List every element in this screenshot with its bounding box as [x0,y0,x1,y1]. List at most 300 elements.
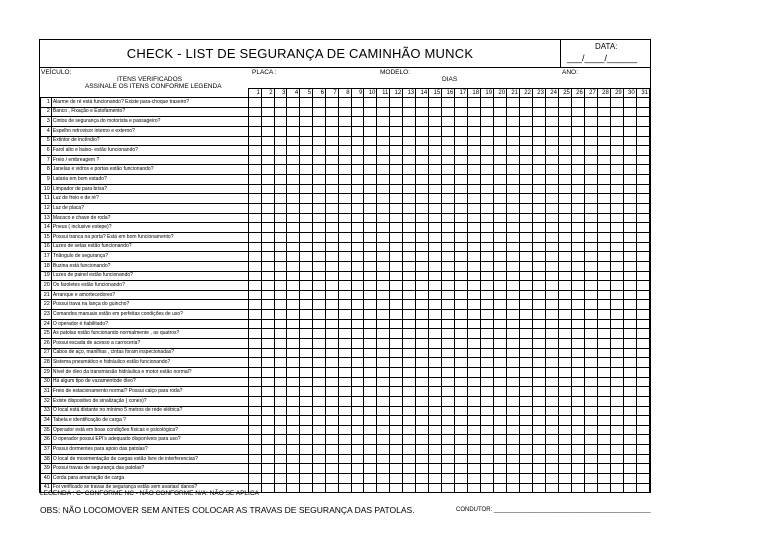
check-cell[interactable] [442,271,455,281]
check-cell[interactable] [532,175,545,185]
check-cell[interactable] [455,155,468,165]
check-cell[interactable] [636,464,649,474]
check-cell[interactable] [558,107,571,117]
check-cell[interactable] [325,348,338,358]
check-cell[interactable] [481,117,494,127]
check-cell[interactable] [248,367,261,377]
check-cell[interactable] [248,445,261,455]
check-cell[interactable] [351,310,364,320]
check-cell[interactable] [390,300,403,310]
check-cell[interactable] [571,435,584,445]
check-cell[interactable] [494,213,507,223]
check-cell[interactable] [468,252,481,262]
check-cell[interactable] [597,464,610,474]
check-cell[interactable] [261,483,274,493]
check-cell[interactable] [364,483,377,493]
check-cell[interactable] [403,310,416,320]
check-cell[interactable] [532,454,545,464]
check-cell[interactable] [313,396,326,406]
check-cell[interactable] [558,213,571,223]
check-cell[interactable] [274,445,287,455]
check-cell[interactable] [403,377,416,387]
check-cell[interactable] [532,377,545,387]
check-cell[interactable] [520,117,533,127]
check-cell[interactable] [442,165,455,175]
check-cell[interactable] [571,406,584,416]
check-cell[interactable] [636,223,649,233]
check-cell[interactable] [300,435,313,445]
check-cell[interactable] [377,387,390,397]
check-cell[interactable] [520,146,533,156]
check-cell[interactable] [287,445,300,455]
check-cell[interactable] [468,416,481,426]
check-cell[interactable] [313,117,326,127]
check-cell[interactable] [261,348,274,358]
check-cell[interactable] [571,377,584,387]
check-cell[interactable] [325,377,338,387]
check-cell[interactable] [416,339,429,349]
check-cell[interactable] [248,261,261,271]
check-cell[interactable] [558,416,571,426]
check-cell[interactable] [610,252,623,262]
check-cell[interactable] [313,435,326,445]
check-cell[interactable] [455,310,468,320]
check-cell[interactable] [610,367,623,377]
check-cell[interactable] [494,194,507,204]
check-cell[interactable] [248,213,261,223]
check-cell[interactable] [481,464,494,474]
check-cell[interactable] [390,232,403,242]
check-cell[interactable] [261,425,274,435]
check-cell[interactable] [481,175,494,185]
check-cell[interactable] [351,290,364,300]
check-cell[interactable] [468,98,481,108]
check-cell[interactable] [558,473,571,483]
check-cell[interactable] [351,319,364,329]
check-cell[interactable] [520,319,533,329]
check-cell[interactable] [507,223,520,233]
check-cell[interactable] [584,387,597,397]
check-cell[interactable] [313,425,326,435]
check-cell[interactable] [442,117,455,127]
check-cell[interactable] [520,223,533,233]
check-cell[interactable] [623,406,636,416]
check-cell[interactable] [442,464,455,474]
check-cell[interactable] [558,387,571,397]
check-cell[interactable] [416,126,429,136]
check-cell[interactable] [274,175,287,185]
check-cell[interactable] [571,184,584,194]
check-cell[interactable] [610,136,623,146]
check-cell[interactable] [248,146,261,156]
check-cell[interactable] [558,204,571,214]
check-cell[interactable] [364,416,377,426]
check-cell[interactable] [351,165,364,175]
check-cell[interactable] [300,483,313,493]
check-cell[interactable] [597,290,610,300]
check-cell[interactable] [532,483,545,493]
check-cell[interactable] [494,310,507,320]
check-cell[interactable] [623,223,636,233]
check-cell[interactable] [584,396,597,406]
check-cell[interactable] [313,194,326,204]
check-cell[interactable] [455,261,468,271]
check-cell[interactable] [584,165,597,175]
check-cell[interactable] [287,406,300,416]
check-cell[interactable] [584,348,597,358]
check-cell[interactable] [338,435,351,445]
check-cell[interactable] [571,261,584,271]
check-cell[interactable] [494,300,507,310]
check-cell[interactable] [597,319,610,329]
check-cell[interactable] [442,242,455,252]
check-cell[interactable] [455,126,468,136]
check-cell[interactable] [610,483,623,493]
check-cell[interactable] [351,252,364,262]
check-cell[interactable] [429,339,442,349]
check-cell[interactable] [584,483,597,493]
check-cell[interactable] [351,107,364,117]
check-cell[interactable] [274,232,287,242]
check-cell[interactable] [313,155,326,165]
check-cell[interactable] [313,271,326,281]
check-cell[interactable] [636,98,649,108]
check-cell[interactable] [325,406,338,416]
check-cell[interactable] [494,136,507,146]
check-cell[interactable] [481,136,494,146]
check-cell[interactable] [610,98,623,108]
check-cell[interactable] [507,136,520,146]
check-cell[interactable] [442,126,455,136]
check-cell[interactable] [287,126,300,136]
check-cell[interactable] [571,387,584,397]
check-cell[interactable] [468,136,481,146]
check-cell[interactable] [571,165,584,175]
check-cell[interactable] [338,98,351,108]
check-cell[interactable] [507,445,520,455]
check-cell[interactable] [636,358,649,368]
check-cell[interactable] [532,319,545,329]
check-cell[interactable] [545,126,558,136]
check-cell[interactable] [325,242,338,252]
check-cell[interactable] [300,146,313,156]
check-cell[interactable] [636,107,649,117]
check-cell[interactable] [584,445,597,455]
check-cell[interactable] [468,435,481,445]
check-cell[interactable] [248,377,261,387]
check-cell[interactable] [248,194,261,204]
check-cell[interactable] [532,223,545,233]
check-cell[interactable] [584,136,597,146]
check-cell[interactable] [325,117,338,127]
check-cell[interactable] [455,146,468,156]
check-cell[interactable] [287,146,300,156]
check-cell[interactable] [338,300,351,310]
check-cell[interactable] [403,358,416,368]
check-cell[interactable] [610,223,623,233]
check-cell[interactable] [520,155,533,165]
check-cell[interactable] [300,339,313,349]
check-cell[interactable] [494,473,507,483]
check-cell[interactable] [325,126,338,136]
check-cell[interactable] [455,464,468,474]
check-cell[interactable] [623,117,636,127]
check-cell[interactable] [313,329,326,339]
check-cell[interactable] [481,483,494,493]
check-cell[interactable] [429,165,442,175]
check-cell[interactable] [584,281,597,291]
check-cell[interactable] [403,117,416,127]
check-cell[interactable] [287,435,300,445]
check-cell[interactable] [597,329,610,339]
check-cell[interactable] [274,261,287,271]
check-cell[interactable] [429,175,442,185]
check-cell[interactable] [416,425,429,435]
check-cell[interactable] [338,136,351,146]
check-cell[interactable] [532,194,545,204]
check-cell[interactable] [597,165,610,175]
check-cell[interactable] [248,136,261,146]
check-cell[interactable] [571,319,584,329]
check-cell[interactable] [416,98,429,108]
check-cell[interactable] [338,290,351,300]
check-cell[interactable] [351,261,364,271]
check-cell[interactable] [364,358,377,368]
check-cell[interactable] [300,155,313,165]
check-cell[interactable] [287,300,300,310]
check-cell[interactable] [545,300,558,310]
check-cell[interactable] [558,252,571,262]
check-cell[interactable] [507,358,520,368]
check-cell[interactable] [455,194,468,204]
check-cell[interactable] [545,213,558,223]
check-cell[interactable] [274,165,287,175]
check-cell[interactable] [532,107,545,117]
check-cell[interactable] [623,339,636,349]
check-cell[interactable] [300,348,313,358]
check-cell[interactable] [532,300,545,310]
check-cell[interactable] [558,310,571,320]
check-cell[interactable] [416,261,429,271]
check-cell[interactable] [507,261,520,271]
check-cell[interactable] [313,107,326,117]
check-cell[interactable] [545,165,558,175]
check-cell[interactable] [520,329,533,339]
check-cell[interactable] [313,473,326,483]
check-cell[interactable] [507,435,520,445]
check-cell[interactable] [597,98,610,108]
check-cell[interactable] [584,290,597,300]
check-cell[interactable] [390,319,403,329]
check-cell[interactable] [390,339,403,349]
check-cell[interactable] [248,204,261,214]
check-cell[interactable] [610,348,623,358]
check-cell[interactable] [507,165,520,175]
check-cell[interactable] [532,184,545,194]
check-cell[interactable] [429,473,442,483]
check-cell[interactable] [261,194,274,204]
check-cell[interactable] [300,473,313,483]
check-cell[interactable] [364,290,377,300]
check-cell[interactable] [416,117,429,127]
check-cell[interactable] [261,281,274,291]
check-cell[interactable] [300,126,313,136]
check-cell[interactable] [287,261,300,271]
check-cell[interactable] [377,107,390,117]
check-cell[interactable] [429,387,442,397]
check-cell[interactable] [455,252,468,262]
check-cell[interactable] [442,146,455,156]
check-cell[interactable] [442,473,455,483]
check-cell[interactable] [468,213,481,223]
check-cell[interactable] [429,425,442,435]
check-cell[interactable] [287,204,300,214]
check-cell[interactable] [287,271,300,281]
check-cell[interactable] [455,416,468,426]
check-cell[interactable] [545,175,558,185]
check-cell[interactable] [584,425,597,435]
check-cell[interactable] [558,367,571,377]
check-cell[interactable] [584,310,597,320]
check-cell[interactable] [364,406,377,416]
check-cell[interactable] [597,281,610,291]
check-cell[interactable] [313,387,326,397]
check-cell[interactable] [403,454,416,464]
check-cell[interactable] [571,473,584,483]
check-cell[interactable] [313,310,326,320]
check-cell[interactable] [429,184,442,194]
check-cell[interactable] [390,464,403,474]
check-cell[interactable] [261,204,274,214]
check-cell[interactable] [532,416,545,426]
check-cell[interactable] [390,213,403,223]
check-cell[interactable] [636,194,649,204]
check-cell[interactable] [558,155,571,165]
check-cell[interactable] [274,136,287,146]
check-cell[interactable] [610,242,623,252]
check-cell[interactable] [261,310,274,320]
check-cell[interactable] [313,213,326,223]
check-cell[interactable] [481,271,494,281]
check-cell[interactable] [532,445,545,455]
check-cell[interactable] [261,464,274,474]
check-cell[interactable] [558,165,571,175]
check-cell[interactable] [494,406,507,416]
check-cell[interactable] [532,213,545,223]
check-cell[interactable] [338,107,351,117]
check-cell[interactable] [377,232,390,242]
check-cell[interactable] [442,252,455,262]
check-cell[interactable] [300,281,313,291]
check-cell[interactable] [623,319,636,329]
check-cell[interactable] [455,300,468,310]
check-cell[interactable] [507,454,520,464]
check-cell[interactable] [429,261,442,271]
check-cell[interactable] [287,242,300,252]
check-cell[interactable] [571,300,584,310]
check-cell[interactable] [261,358,274,368]
check-cell[interactable] [377,184,390,194]
check-cell[interactable] [520,252,533,262]
check-cell[interactable] [390,310,403,320]
check-cell[interactable] [351,146,364,156]
check-cell[interactable] [364,155,377,165]
check-cell[interactable] [558,242,571,252]
check-cell[interactable] [455,358,468,368]
check-cell[interactable] [571,281,584,291]
check-cell[interactable] [455,98,468,108]
check-cell[interactable] [403,175,416,185]
check-cell[interactable] [416,396,429,406]
check-cell[interactable] [584,117,597,127]
check-cell[interactable] [610,232,623,242]
check-cell[interactable] [481,213,494,223]
check-cell[interactable] [313,454,326,464]
check-cell[interactable] [313,136,326,146]
check-cell[interactable] [532,396,545,406]
check-cell[interactable] [597,175,610,185]
check-cell[interactable] [377,175,390,185]
check-cell[interactable] [610,194,623,204]
check-cell[interactable] [494,367,507,377]
check-cell[interactable] [403,483,416,493]
check-cell[interactable] [520,232,533,242]
check-cell[interactable] [636,261,649,271]
check-cell[interactable] [520,271,533,281]
check-cell[interactable] [377,454,390,464]
check-cell[interactable] [623,445,636,455]
check-cell[interactable] [338,252,351,262]
check-cell[interactable] [507,126,520,136]
check-cell[interactable] [520,184,533,194]
check-cell[interactable] [300,387,313,397]
check-cell[interactable] [338,425,351,435]
check-cell[interactable] [325,445,338,455]
check-cell[interactable] [520,213,533,223]
check-cell[interactable] [287,175,300,185]
check-cell[interactable] [364,425,377,435]
check-cell[interactable] [274,204,287,214]
check-cell[interactable] [545,406,558,416]
check-cell[interactable] [507,155,520,165]
check-cell[interactable] [325,98,338,108]
check-cell[interactable] [274,242,287,252]
check-cell[interactable] [636,387,649,397]
check-cell[interactable] [442,329,455,339]
check-cell[interactable] [636,271,649,281]
check-cell[interactable] [274,425,287,435]
check-cell[interactable] [248,165,261,175]
check-cell[interactable] [597,223,610,233]
check-cell[interactable] [545,204,558,214]
check-cell[interactable] [610,425,623,435]
check-cell[interactable] [545,473,558,483]
check-cell[interactable] [287,319,300,329]
check-cell[interactable] [429,396,442,406]
check-cell[interactable] [623,396,636,406]
check-cell[interactable] [403,204,416,214]
check-cell[interactable] [494,146,507,156]
check-cell[interactable] [494,204,507,214]
check-cell[interactable] [390,290,403,300]
check-cell[interactable] [584,319,597,329]
check-cell[interactable] [520,126,533,136]
check-cell[interactable] [545,483,558,493]
check-cell[interactable] [325,165,338,175]
check-cell[interactable] [390,98,403,108]
check-cell[interactable] [248,98,261,108]
check-cell[interactable] [571,98,584,108]
